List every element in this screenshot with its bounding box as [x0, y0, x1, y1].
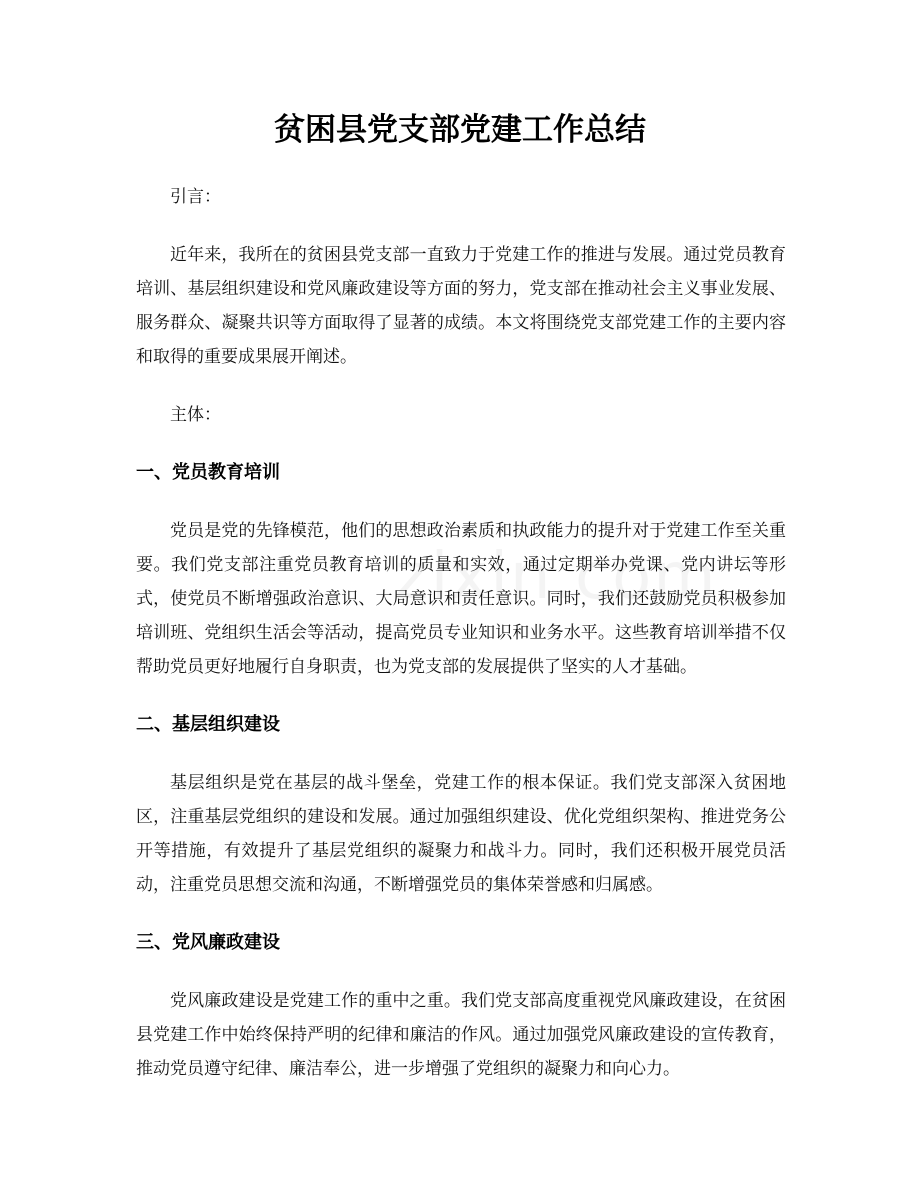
- intro-label: 引言：: [170, 187, 221, 207]
- section-paragraph-2: 基层组织是党在基层的战斗堡垒，党建工作的根本保证。我们党支部深入贫困地区，注重基层党组织的建设和发展。通过加强组织建设、优化党组织架构、推进党务公开等措施，有效提升了基层党组织的凝聚力和战斗力。同时，我们还积极开展党员活动，注重党员思想交流和沟通，不断增强党员的集体荣誉感和归属感。: [136, 773, 786, 895]
- section-paragraph-1: 党员是党的先锋模范，他们的思想政治素质和执政能力的提升对于党建工作至关重要。我们党支部注重党员教育培训的质量和实效，通过定期举办党课、党内讲坛等形式，使党员不断增强政治意识、大局意识和责任意识。同时，我们还鼓励党员积极参加培训班、党组织生活会等活动，提高党员专业知识和业务水平。这些教育培训举措不仅帮助党员更好地履行自身职责，也为党支部的发展提供了坚实的人才基础。: [136, 521, 786, 677]
- section-paragraph-3: 党风廉政建设是党建工作的重中之重。我们党支部高度重视党风廉政建设，在贫困县党建工作中始终保持严明的纪律和廉洁的作风。通过加强党风廉政建设的宣传教育，推动党员遵守纪律、廉洁奉公，进一步增强了党组织的凝聚力和向心力。: [136, 991, 786, 1079]
- section-heading-2: 二、基层组织建设: [136, 714, 280, 735]
- intro-paragraph: 近年来，我所在的贫困县党支部一直致力于党建工作的推进与发展。通过党员教育培训、基层组织建设和党风廉政建设等方面的努力，党支部在推动社会主义事业发展、服务群众、凝聚共识等方面取得了显著的成绩。本文将围绕党支部党建工作的主要内容和取得的重要成果展开阐述。: [136, 245, 786, 367]
- section-heading-1: 一、党员教育培训: [136, 462, 280, 483]
- body-label: 主体：: [170, 405, 221, 425]
- section-heading-3: 三、党风廉政建设: [136, 932, 280, 953]
- document-body: [136, 180, 786, 1110]
- document-title: 贫困县党支部党建工作总结: [274, 112, 646, 148]
